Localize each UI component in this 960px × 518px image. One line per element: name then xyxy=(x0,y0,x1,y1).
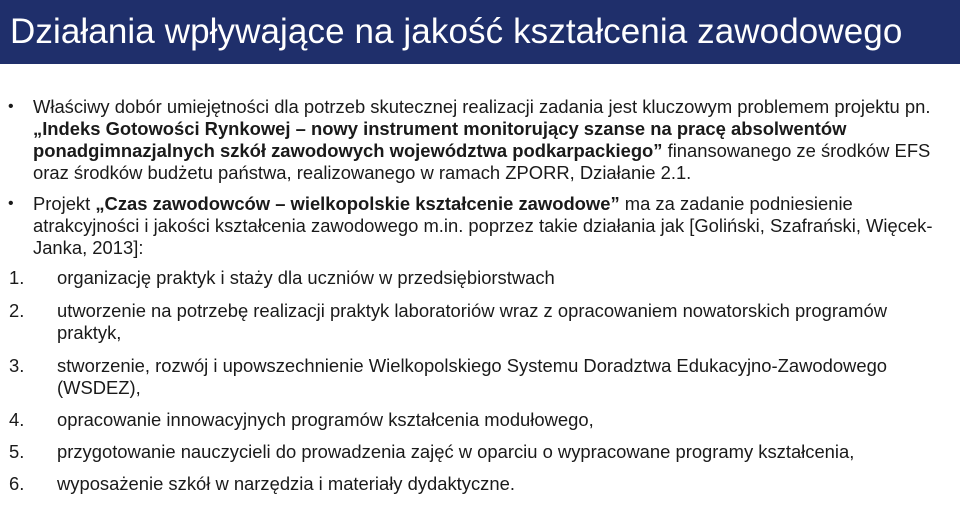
title-bar xyxy=(0,0,960,64)
bullet-text-continued: ma za zadanie podniesienie atrakcyjności i jakości kształcenia zawodowego m.in. poprzez takie działania jak [Goliński, Szafrański, Więcek-Janka, 2013]: xyxy=(33,193,933,258)
bullet-text: Właściwy dobór umiejętności dla potrzeb skutecznej realizacji zadania jest kluczowym problemem projektu pn. xyxy=(33,96,931,117)
item-number: 1. xyxy=(9,267,25,288)
numbered-item xyxy=(0,441,960,463)
project-name: „Indeks Gotowości Rynkowej – nowy instrument monitorujący szanse na pracę absolwentów ponadgimnazjalnych szkół zawodowych województwa podkarpackiego” xyxy=(33,118,847,161)
numbered-item xyxy=(0,409,960,431)
item-text: organizację praktyk i staży dla uczniów w przedsiębiorstwach xyxy=(57,267,555,288)
slide-title: Działania wpływające na jakość kształcenia zawodowego xyxy=(10,12,903,51)
item-text: przygotowanie nauczycieli do prowadzenia zajęć w oparciu o wypracowane programy kształcenia, xyxy=(57,441,855,462)
bullet-text: Projekt xyxy=(33,193,96,214)
item-text: wyposażenie szkół w narzędzia i materiały dydaktyczne. xyxy=(57,473,515,494)
item-number: 3. xyxy=(9,355,25,376)
item-text: opracowanie innowacyjnych programów kształcenia modułowego, xyxy=(57,409,594,430)
project-name: „Czas zawodowców – wielkopolskie kształcenie zawodowe” xyxy=(95,193,620,214)
item-number: 4. xyxy=(9,409,25,430)
slide-content xyxy=(0,96,960,495)
item-number: 5. xyxy=(9,441,25,462)
bullet-marker: • xyxy=(8,98,14,115)
numbered-item xyxy=(0,473,960,495)
item-text: utworzenie na potrzebę realizacji praktyk laboratoriów wraz z opracowaniem nowatorskich programów praktyk, xyxy=(57,300,887,343)
numbered-item xyxy=(0,300,960,344)
item-text: stworzenie, rozwój i upowszechnienie Wielkopolskiego Systemu Doradztwa Edukacyjno-Zawodowego (WSDEZ), xyxy=(57,355,888,398)
item-number: 6. xyxy=(9,473,25,494)
bullet-marker: • xyxy=(8,195,14,212)
bullet-text-continued: finansowanego ze środków EFS oraz środków budżetu państwa, realizowanego w ramach ZPORR, Działanie 2.1. xyxy=(33,140,931,183)
bullet-item xyxy=(0,193,960,259)
numbered-item xyxy=(0,355,960,399)
item-number: 2. xyxy=(9,300,25,321)
numbered-item xyxy=(0,267,960,289)
bullet-item xyxy=(0,96,960,184)
